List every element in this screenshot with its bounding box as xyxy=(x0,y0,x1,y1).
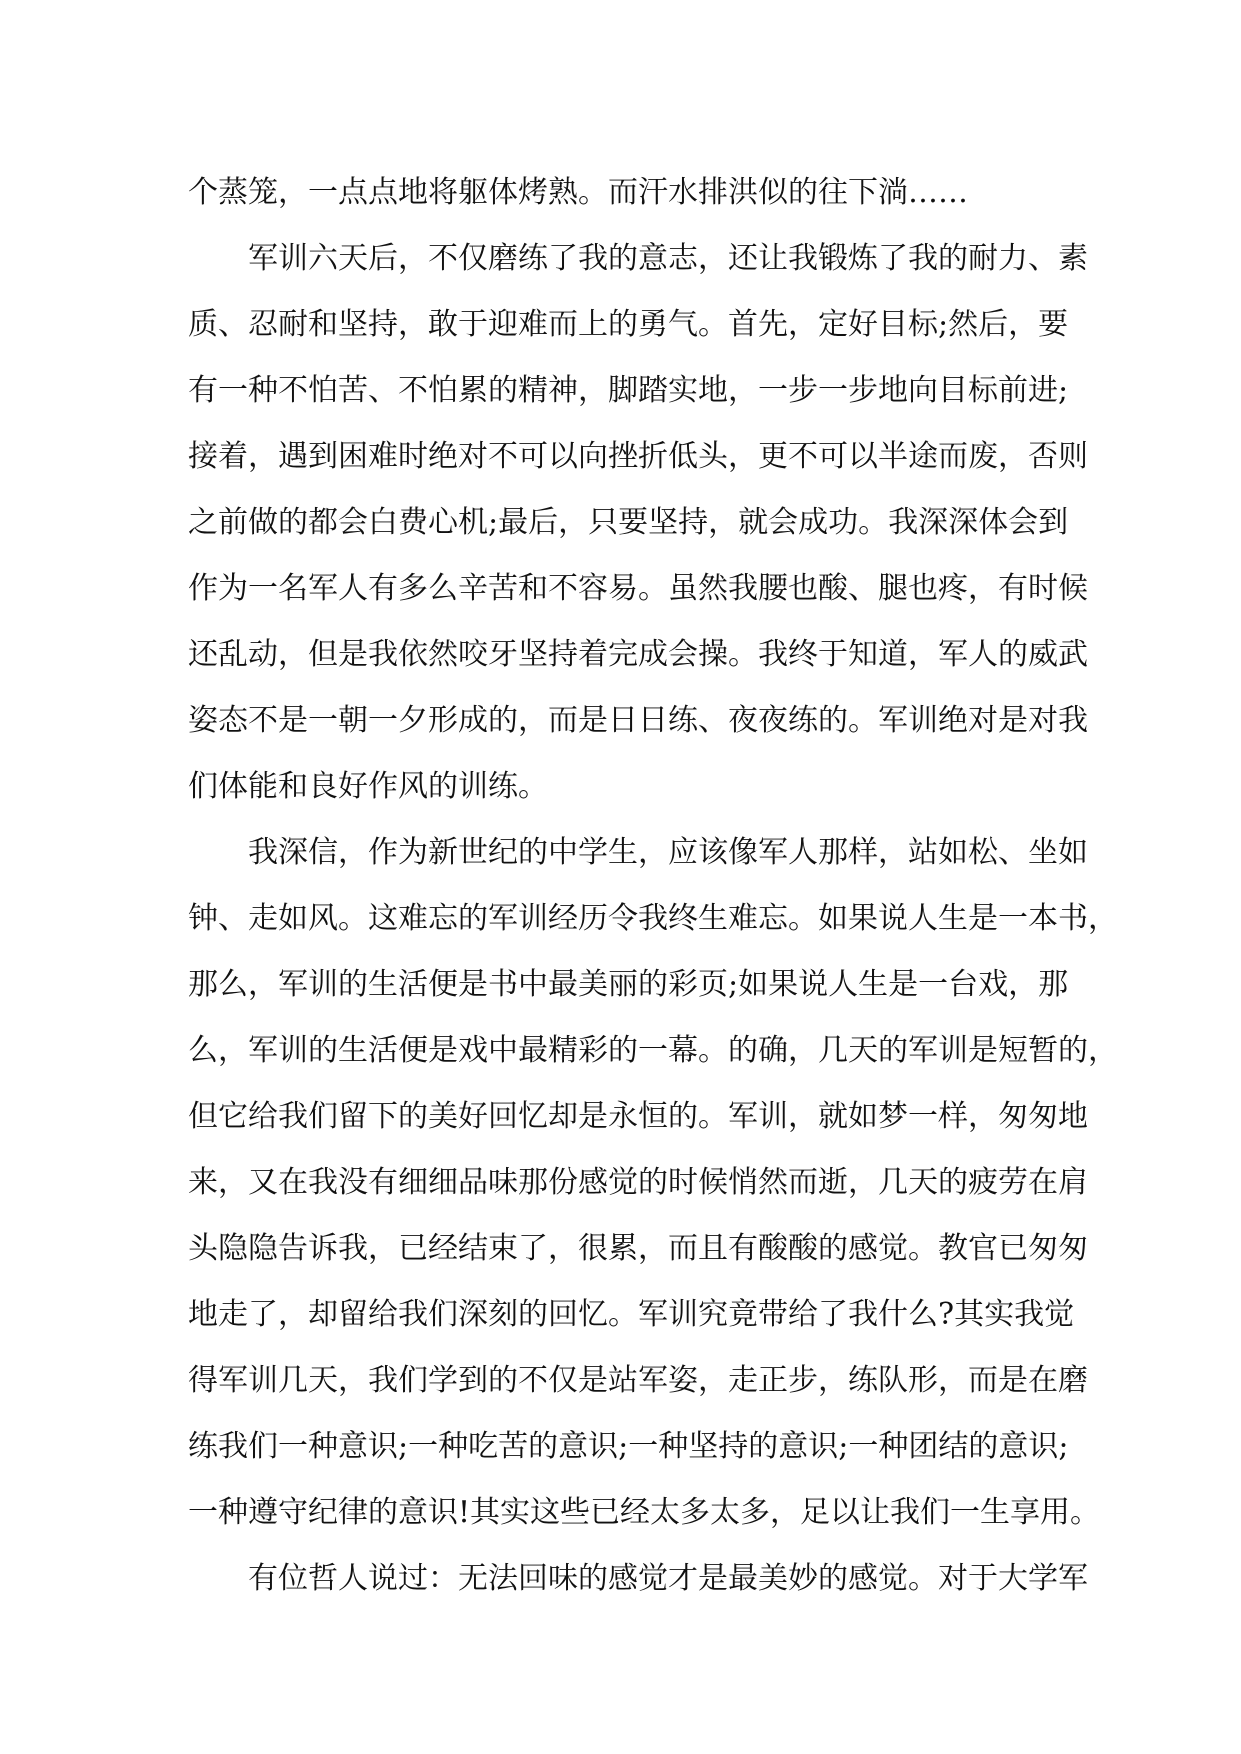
text-line: 有一种不怕苦、不怕累的精神，脚踏实地，一步一步地向目标前进; xyxy=(188,373,1069,408)
text-line: 那么，军训的生活便是书中最美丽的彩页;如果说人生是一台戏，那 xyxy=(188,967,1069,1002)
text-line: 们体能和良好作风的训练。 xyxy=(188,769,548,804)
text-line: 个蒸笼，一点点地将躯体烤熟。而汗水排洪似的往下淌…… xyxy=(188,175,968,210)
text-line: 质、忍耐和坚持，敢于迎难而上的勇气。首先，定好目标;然后，要 xyxy=(188,307,1069,342)
text-line: 作为一名军人有多么辛苦和不容易。虽然我腰也酸、腿也疼，有时候 xyxy=(188,571,1088,606)
text-line: 练我们一种意识;一种吃苦的意识;一种坚持的意识;一种团结的意识; xyxy=(188,1429,1069,1464)
text-line: 之前做的都会白费心机;最后，只要坚持，就会成功。我深深体会到 xyxy=(188,505,1069,540)
text-line: 还乱动，但是我依然咬牙坚持着完成会操。我终于知道，军人的威武 xyxy=(188,637,1088,672)
text-line: 但它给我们留下的美好回忆却是永恒的。军训，就如梦一样，匆匆地 xyxy=(188,1099,1088,1134)
text-line: 姿态不是一朝一夕形成的，而是日日练、夜夜练的。军训绝对是对我 xyxy=(188,703,1088,738)
paragraph-start-line: 我深信，作为新世纪的中学生，应该像军人那样，站如松、坐如 xyxy=(248,835,1088,870)
text-line: 接着，遇到困难时绝对不可以向挫折低头，更不可以半途而废，否则 xyxy=(188,439,1088,474)
text-line: 来，又在我没有细细品味那份感觉的时候悄然而逝，几天的疲劳在肩 xyxy=(188,1165,1088,1200)
text-line: 钟、走如风。这难忘的军训经历令我终生难忘。如果说人生是一本书， xyxy=(188,901,1118,936)
text-line: 么，军训的生活便是戏中最精彩的一幕。的确，几天的军训是短暂的， xyxy=(188,1033,1118,1068)
paragraph-start-line: 有位哲人说过：无法回味的感觉才是最美妙的感觉。对于大学军 xyxy=(248,1561,1088,1596)
text-line: 一种遵守纪律的意识!其实这些已经太多太多，足以让我们一生享用。 xyxy=(188,1495,1101,1530)
text-line: 得军训几天，我们学到的不仅是站军姿，走正步，练队形，而是在磨 xyxy=(188,1363,1088,1398)
text-line: 地走了，却留给我们深刻的回忆。军训究竟带给了我什么?其实我觉 xyxy=(188,1297,1075,1332)
text-line: 头隐隐告诉我，已经结束了，很累，而且有酸酸的感觉。教官已匆匆 xyxy=(188,1231,1088,1266)
paragraph-start-line: 军训六天后，不仅磨练了我的意志，还让我锻炼了我的耐力、素 xyxy=(248,241,1088,276)
document-body xyxy=(188,160,1118,1612)
